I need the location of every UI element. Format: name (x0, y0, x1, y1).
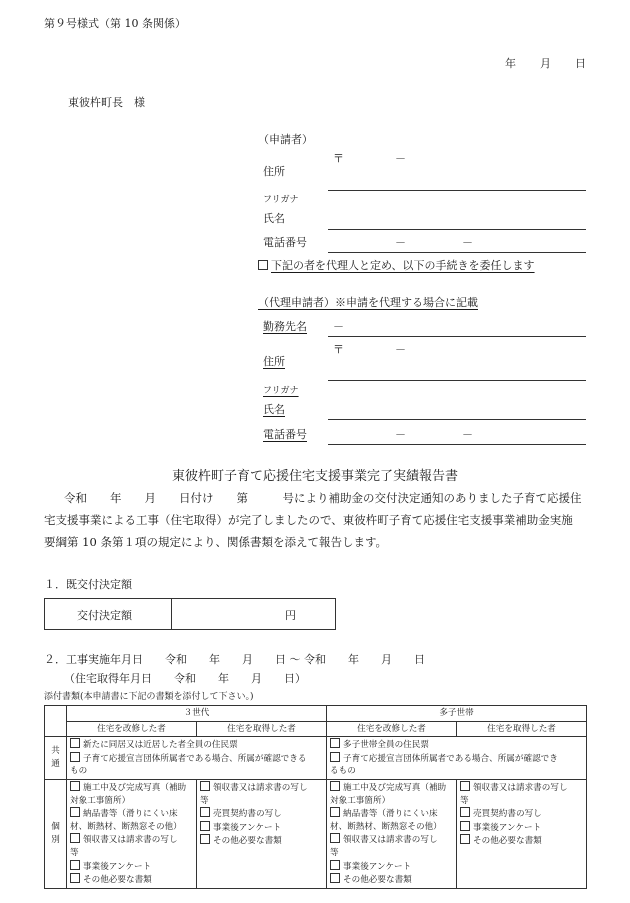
agent-address-line (328, 380, 586, 381)
col-multi-renovate: 住宅を改修した者 (327, 721, 457, 737)
amount-unit[interactable]: 円 (285, 609, 296, 622)
postal-dash: － (395, 152, 406, 165)
section2-heading: ２．工事実施年月日 令和 年 月 日 ～ 令和 年 月 日 (44, 653, 425, 666)
checkbox[interactable] (200, 781, 210, 791)
agent-postal-dash: － (395, 343, 406, 356)
agent-phone-line (328, 444, 586, 445)
checkbox[interactable] (330, 752, 340, 762)
checkbox[interactable] (330, 781, 340, 791)
date-month: 月 (540, 57, 551, 70)
agent-phone-dash-2: － (462, 428, 473, 441)
checkbox[interactable] (330, 738, 340, 748)
agent-name-line (328, 419, 586, 420)
list-item: るもの (330, 766, 356, 777)
phone-dash-2: － (462, 236, 473, 249)
section2-subheading: （住宅取得年月日 令和 年 月 日） (64, 672, 306, 685)
phone-label: 電話番号 (263, 236, 307, 249)
checkbox[interactable] (330, 807, 340, 817)
checkbox[interactable] (70, 752, 80, 762)
agent-furigana-label: フリガナ (263, 386, 299, 396)
form-number: 第９号様式（第 10 条関係） (44, 17, 186, 30)
list-item: 子育て応援宣言団体所属者である場合、所属が確認でき (330, 752, 583, 766)
list-item: 多子世帯全員の住民票 (330, 738, 583, 752)
work-label: 勤務先名 (263, 320, 307, 333)
work-line (328, 336, 586, 337)
date-day: 日 (575, 57, 586, 70)
group-3gen: ３世代 (67, 706, 327, 722)
checkbox[interactable] (460, 781, 470, 791)
address-line (328, 190, 586, 191)
date-year: 年 (505, 57, 516, 70)
agent-name-label: 氏名 (263, 403, 285, 416)
checkbox[interactable] (70, 860, 80, 870)
checkbox[interactable] (460, 834, 470, 844)
agent-heading: （代理申請者）※申請を代理する場合に記載 (258, 296, 478, 309)
checkbox[interactable] (70, 738, 80, 748)
body-line-3: 要綱第 10 条第１項の規定により、関係書類を添えて報告します。 (44, 535, 388, 549)
col-3gen-renovate: 住宅を改修した者 (67, 721, 197, 737)
individual-multi-acquire: 領収書又は請求書の写し 等 売買契約書の写し 事業後アンケート その他必要な書類 (457, 779, 587, 888)
individual-multi-renovate: 施工中及び完成写真（補助 対象工事箇所） 納品書等（滑りにくい床 材、断熱材、断熱窓その他） 領収書又は請求書の写し 等 事業後アンケート その他必要な書類 (327, 779, 457, 888)
body-line-2: 宅支援事業による工事（住宅取得）が完了しましたので、東彼杵町子育て応援住宅支援事業補助金実施 (44, 513, 573, 527)
checkbox[interactable] (330, 860, 340, 870)
table-row-individual (45, 779, 587, 888)
individual-3gen-renovate: 施工中及び完成写真（補助 対象工事箇所） 納品書等（滑りにくい床 材、断熱材、断熱窓その他） 領収書又は請求書の写し 等 事業後アンケート その他必要な書類 (67, 779, 197, 888)
checkbox[interactable] (460, 821, 470, 831)
addressee: 東彼杵町長 様 (68, 96, 145, 109)
table-column-header (45, 721, 587, 737)
individual-3gen-acquire: 領収書又は請求書の写し 等 売買契約書の写し 事業後アンケート その他必要な書類 (197, 779, 327, 888)
amount-divider (171, 599, 172, 629)
table-row-common (45, 737, 587, 780)
row-label-individual: 個別 (45, 779, 67, 888)
common-3gen-cell (67, 737, 327, 780)
work-dash: － (333, 320, 344, 333)
delegate-checkbox[interactable] (258, 260, 268, 270)
amount-box (44, 598, 336, 630)
furigana-label: フリガナ (263, 195, 299, 205)
corner-cell (45, 706, 67, 737)
checkbox[interactable] (70, 873, 80, 883)
list-item: もの (70, 766, 88, 777)
section1-heading: １．既交付決定額 (44, 578, 132, 591)
col-3gen-acquire: 住宅を取得した者 (197, 721, 327, 737)
name-line (328, 229, 586, 230)
group-multi: 多子世帯 (327, 706, 587, 722)
name-label: 氏名 (263, 212, 285, 225)
address-label: 住所 (263, 165, 285, 178)
body-line-1: 令和 年 月 日付け 第 号により補助金の交付決定通知のありました子育て応援住 (64, 491, 582, 505)
col-multi-acquire: 住宅を取得した者 (457, 721, 587, 737)
amount-label: 交付決定額 (77, 609, 132, 622)
checkbox[interactable] (70, 833, 80, 843)
agent-phone-label: 電話番号 (263, 428, 307, 441)
checkbox[interactable] (70, 781, 80, 791)
delegate-text: 下記の者を代理人と定め、以下の手続きを委任します (271, 259, 535, 272)
checkbox[interactable] (200, 807, 210, 817)
checkbox[interactable] (200, 821, 210, 831)
table-group-header (45, 706, 587, 722)
applicant-heading: （申請者） (258, 133, 313, 146)
agent-phone-dash-1: － (395, 428, 406, 441)
agent-address-label: 住所 (263, 355, 285, 368)
postal-mark: 〒 (333, 152, 344, 165)
attachment-note: 添付書類(本申請書に下記の書類を添付して下さい。) (44, 692, 254, 702)
checkbox[interactable] (460, 807, 470, 817)
row-label-common: 共通 (45, 737, 67, 780)
attachments-table (44, 705, 587, 889)
delegate-statement (258, 257, 535, 273)
checkbox[interactable] (330, 873, 340, 883)
phone-dash-1: － (395, 236, 406, 249)
list-item: 新たに同居又は近居した者全員の住民票 (70, 738, 323, 752)
list-item: 子育て応援宣言団体所属者である場合、所属が確認できる (70, 752, 323, 766)
phone-line (328, 252, 586, 253)
checkbox[interactable] (70, 807, 80, 817)
agent-postal-mark: 〒 (333, 343, 344, 356)
checkbox[interactable] (330, 833, 340, 843)
common-multi-cell (327, 737, 587, 780)
document-title: 東彼杵町子育て応援住宅支援事業完了実績報告書 (171, 469, 458, 484)
checkbox[interactable] (200, 834, 210, 844)
